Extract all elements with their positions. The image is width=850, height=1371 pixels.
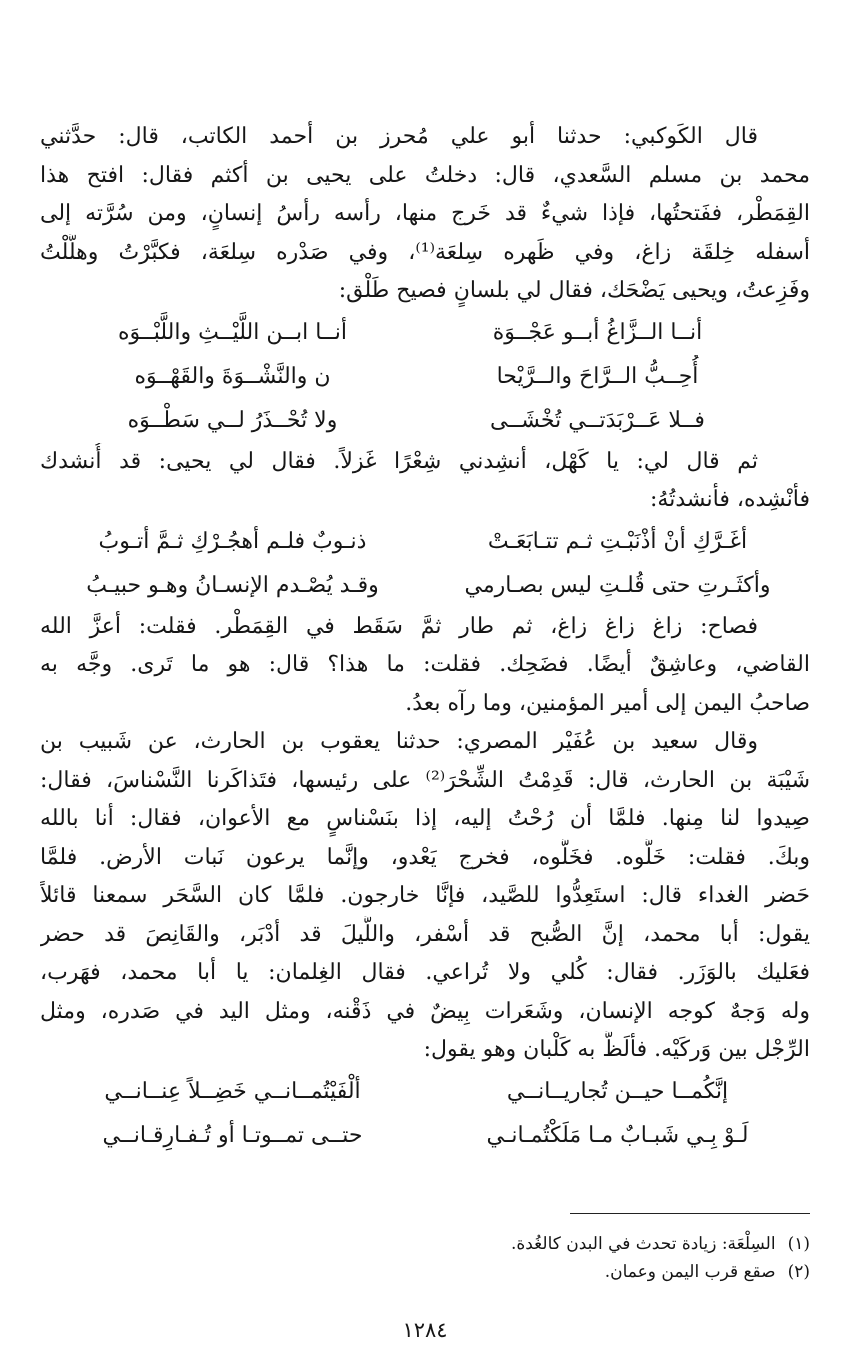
footnote-divider <box>570 1213 810 1214</box>
footnote <box>400 1258 810 1286</box>
text-line: الرِّجْل بين وَركَيْه. فألَظَّ به كَلْبان وهو يقول: <box>423 1037 810 1062</box>
text-line: صِيدوا لنا مِنها. فلمَّا أن رُحْتُ إليه، إذا بنَسْناسٍ مع الأعوان، فقال: أنا بالله <box>40 806 810 831</box>
verse-first-hemistich: إنَّكُمــا حيــن تُجاريــانــي <box>506 1078 729 1104</box>
text-line: محمد بن مسلم السَّعدي، قال: دخلتُ على يحيى بن أكثم فقال: افتح هذا <box>40 162 810 188</box>
poem-verse <box>40 355 810 399</box>
verse-second-hemistich: وقـد يُصْـدم الإنسـانُ وهـو حبيـبُ <box>86 572 379 598</box>
text-line: فصاح: زاغ زاغ زاغ، ثم طار ثمَّ سَقَط في القِمَطْر. فقلت: أعزَّ الله <box>40 613 758 639</box>
verse-first-hemistich: وأكثَـرتِ حتى قُلـتِ ليس بصـارمي <box>464 572 771 598</box>
poem-verse <box>40 1070 810 1114</box>
footnotes <box>400 1230 810 1286</box>
footnote-text: السِلْعَة: زيادة تحدث في البدن كالغُدة. <box>510 1234 776 1254</box>
page-number: ١٢٨٤ <box>402 1318 448 1342</box>
text-line: شَيْبَة بن الحارث، قال: قَدِمْتُ الشِّحْرَ⁽²⁾ على رئيسها، فتَذاكَرنا النَّسْناسَ، فقال: <box>40 767 810 793</box>
text-line: ثم قال لي: يا كَهْل، أنشِدني شِعْرًا غَزلاً. فقال لي يحيى: قد أُنشدك <box>40 448 758 474</box>
text-line: وفَزِعتُ، ويحيى يَضْحَك، فقال لي بلسانٍ فصيح طَلْق: <box>338 278 810 303</box>
footnote-number: (٢) <box>787 1262 810 1282</box>
text-line: صاحبُ اليمن إلى أمير المؤمنين، وما رآه بعدُ. <box>405 690 810 716</box>
text-line: يقول: أبا محمد، إنَّ الصُّبح قد أسْفر، واللَّيلَ قد أدْبَر، والقَانِصَ قد حضر <box>40 921 810 947</box>
text-line: وبكَ. فقلت: خَلُّوه. فخَلَّوه، فخرج يَعْدو، وإنَّما يرعون نَبات الأرض. فلمَّا <box>40 844 810 870</box>
verse-second-hemistich: ألْفَيْتُمــانــي خَضِــلاً عِنــانــي <box>104 1078 361 1104</box>
text-line: القاضي، وعاشِقٌ أيضًا. فضَحِك. فقلت: ما هذا؟ قال: هو ما تَرى. وجَّه به <box>40 652 810 677</box>
verse-first-hemistich: أغَـرَّكِ أنْ أذْنَبْـتِ ثـم تتـابَعَـتْ <box>487 528 748 554</box>
text-line: وقال سعيد بن عُفَيْر المصري: حدثنا يعقوب بن الحارث، عن شَبيب بن <box>40 729 758 754</box>
text-line: فعَليك بالوَزَر. فقال: كُلي ولا تُراعي. فقال الغِلمان: يا أبا محمد، فهَرب، <box>40 960 810 985</box>
verse-second-hemistich: ن والنَّشْــوَةَ والقَهْــوَه <box>134 363 331 389</box>
footnote-number: (١) <box>787 1234 810 1254</box>
verse-first-hemistich: أُحِــبُّ الــرَّاحَ والــرَّيْحا <box>496 363 699 389</box>
poem-verse <box>40 564 810 608</box>
text-line: فأنْشِده، فأنشدتُهُ: <box>650 487 810 512</box>
text-line: وله وَجهٌ كوجه الإنسان، وشَعَرات بِيضٌ في ذَقْنه، ومثل اليد في صَدره، ومثل <box>40 998 810 1024</box>
verse-first-hemistich: لَـوْ بِـي شَبـابٌ مـا مَلَكْتُمـانـي <box>486 1122 749 1148</box>
text-line: القِمَطْر، ففَتحتُها، فإذا شيءٌ قد خَرج منها، رأسه رأسُ إنسانٍ، ومن سُرَّته إلى <box>40 201 810 226</box>
verse-second-hemistich: ذنـوبٌ فلـم أهجُـرْكِ ثـمَّ أتـوبُ <box>98 528 367 554</box>
text-line: حَضر الغداء قال: استَعِدُّوا للصَّيد، فإنَّا خارجون. فلمَّا كان السَّحَر سمعنا قائلاً <box>40 883 810 908</box>
verse-second-hemistich: أنــا ابــن اللَّيْــثِ واللَّبْــوَه <box>117 319 348 345</box>
verse-second-hemistich: ولا تُحْــذَرُ لــي سَطْــوَه <box>127 407 338 433</box>
poem-verse <box>40 399 810 443</box>
main-text <box>40 118 810 1158</box>
poem-verse <box>40 520 810 564</box>
text-line: قال الكَوكبي: حدثنا أبو علي مُحرز بن أحمد الكاتب، قال: حدَّثني <box>40 124 758 149</box>
poem-verse <box>40 311 810 355</box>
verse-first-hemistich: فــلا عَــرْبَدَتــي تُخْشَــى <box>490 407 705 433</box>
verse-first-hemistich: أنــا الــزَّاغُ أبــو عَجْــوَة <box>492 319 703 345</box>
verse-second-hemistich: حتــى تمــوتـا أو تُـفـارِقـانــي <box>102 1122 363 1148</box>
footnote-text: صقع قرب اليمن وعمان. <box>604 1262 776 1282</box>
poem-verse <box>40 1114 810 1158</box>
footnote <box>400 1230 810 1258</box>
text-line: أسفله خِلقَة زاغ، وفي ظَهره سِلعَة⁽¹⁾، وفي صَدْره سِلعَة، فكبَّرْتُ وهلَّلْتُ <box>40 239 810 265</box>
